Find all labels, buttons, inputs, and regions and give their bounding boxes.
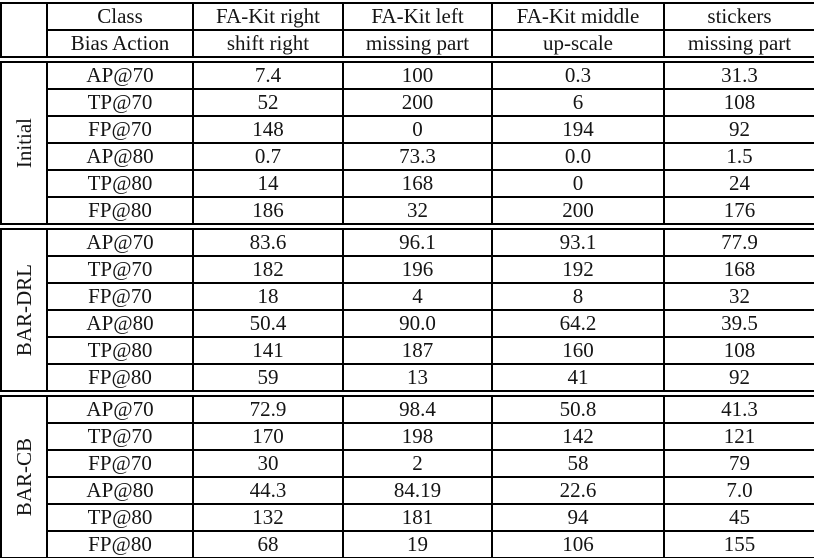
value-cell: 176 — [664, 197, 814, 224]
header-class-col-3: stickers — [664, 3, 814, 30]
table-row — [1, 504, 814, 531]
value-cell: 108 — [664, 89, 814, 116]
corner-empty-cell — [1, 3, 47, 57]
value-cell: 13 — [343, 364, 492, 391]
value-cell: 121 — [664, 423, 814, 450]
value-cell: 160 — [492, 337, 664, 364]
value-cell: 83.6 — [193, 229, 343, 256]
value-cell: 30 — [193, 450, 343, 477]
table-row — [1, 143, 814, 170]
value-cell: 92 — [664, 364, 814, 391]
value-cell: 0.7 — [193, 143, 343, 170]
header-class-col-2: FA-Kit middle — [492, 3, 664, 30]
table-row — [1, 197, 814, 224]
header-bias-label: Bias Action — [47, 30, 193, 57]
group-bar-drl-block — [0, 228, 814, 392]
group-label-cell-bar-drl — [1, 229, 47, 391]
value-cell: 198 — [343, 423, 492, 450]
value-cell: 0 — [492, 170, 664, 197]
table-header-block — [0, 2, 814, 58]
value-cell: 200 — [343, 89, 492, 116]
value-cell: 32 — [343, 197, 492, 224]
value-cell: 142 — [492, 423, 664, 450]
table-row — [1, 396, 814, 423]
value-cell: 92 — [664, 116, 814, 143]
value-cell: 31.3 — [664, 62, 814, 89]
value-cell: 41 — [492, 364, 664, 391]
metric-cell: TP@80 — [47, 170, 193, 197]
table-row — [1, 89, 814, 116]
value-cell: 18 — [193, 283, 343, 310]
value-cell: 77.9 — [664, 229, 814, 256]
value-cell: 50.4 — [193, 310, 343, 337]
value-cell: 168 — [664, 256, 814, 283]
table-row — [1, 229, 814, 256]
header-class-col-1: FA-Kit left — [343, 3, 492, 30]
value-cell: 132 — [193, 504, 343, 531]
value-cell: 0.0 — [492, 143, 664, 170]
value-cell: 93.1 — [492, 229, 664, 256]
value-cell: 64.2 — [492, 310, 664, 337]
header-bias-col-3: missing part — [664, 30, 814, 57]
table-row — [1, 256, 814, 283]
value-cell: 170 — [193, 423, 343, 450]
metric-cell: FP@80 — [47, 364, 193, 391]
metric-cell: AP@70 — [47, 229, 193, 256]
metric-cell: AP@70 — [47, 62, 193, 89]
value-cell: 58 — [492, 450, 664, 477]
value-cell: 59 — [193, 364, 343, 391]
value-cell: 7.4 — [193, 62, 343, 89]
table-row — [1, 310, 814, 337]
metric-cell: TP@80 — [47, 504, 193, 531]
table-row — [1, 531, 814, 558]
value-cell: 1.5 — [664, 143, 814, 170]
metric-cell: TP@70 — [47, 423, 193, 450]
value-cell: 0 — [343, 116, 492, 143]
header-bias-col-1: missing part — [343, 30, 492, 57]
value-cell: 192 — [492, 256, 664, 283]
value-cell: 4 — [343, 283, 492, 310]
value-cell: 45 — [664, 504, 814, 531]
metric-cell: FP@80 — [47, 197, 193, 224]
value-cell: 182 — [193, 256, 343, 283]
value-cell: 50.8 — [492, 396, 664, 423]
group-label-initial: Initial — [11, 117, 36, 169]
table-row — [1, 450, 814, 477]
metric-cell: AP@70 — [47, 396, 193, 423]
metric-cell: FP@80 — [47, 531, 193, 558]
value-cell: 73.3 — [343, 143, 492, 170]
group-label-bar-cb: BAR-CB — [11, 437, 36, 517]
metric-cell: AP@80 — [47, 477, 193, 504]
value-cell: 181 — [343, 504, 492, 531]
value-cell: 186 — [193, 197, 343, 224]
metric-cell: AP@80 — [47, 143, 193, 170]
table-row — [1, 62, 814, 89]
value-cell: 100 — [343, 62, 492, 89]
value-cell: 24 — [664, 170, 814, 197]
value-cell: 200 — [492, 197, 664, 224]
value-cell: 148 — [193, 116, 343, 143]
metric-cell: FP@70 — [47, 283, 193, 310]
header-bias-col-2: up-scale — [492, 30, 664, 57]
value-cell: 68 — [193, 531, 343, 558]
table-row — [1, 283, 814, 310]
value-cell: 194 — [492, 116, 664, 143]
value-cell: 6 — [492, 89, 664, 116]
metric-cell: AP@80 — [47, 310, 193, 337]
value-cell: 19 — [343, 531, 492, 558]
value-cell: 39.5 — [664, 310, 814, 337]
value-cell: 155 — [664, 531, 814, 558]
value-cell: 14 — [193, 170, 343, 197]
group-label-bar-drl: BAR-DRL — [11, 263, 36, 357]
metric-cell: TP@70 — [47, 89, 193, 116]
table-row — [1, 337, 814, 364]
value-cell: 168 — [343, 170, 492, 197]
metric-cell: FP@70 — [47, 116, 193, 143]
header-bias-col-0: shift right — [193, 30, 343, 57]
value-cell: 106 — [492, 531, 664, 558]
header-class-label: Class — [47, 3, 193, 30]
group-initial-block — [0, 61, 814, 225]
value-cell: 90.0 — [343, 310, 492, 337]
value-cell: 141 — [193, 337, 343, 364]
table-row — [1, 170, 814, 197]
value-cell: 0.3 — [492, 62, 664, 89]
value-cell: 72.9 — [193, 396, 343, 423]
value-cell: 22.6 — [492, 477, 664, 504]
value-cell: 96.1 — [343, 229, 492, 256]
value-cell: 196 — [343, 256, 492, 283]
value-cell: 7.0 — [664, 477, 814, 504]
value-cell: 108 — [664, 337, 814, 364]
metric-cell: TP@80 — [47, 337, 193, 364]
value-cell: 32 — [664, 283, 814, 310]
table-row — [1, 477, 814, 504]
value-cell: 187 — [343, 337, 492, 364]
group-bar-cb-block — [0, 395, 814, 558]
group-label-cell-bar-cb — [1, 396, 47, 558]
value-cell: 84.19 — [343, 477, 492, 504]
header-row-bias-action — [1, 30, 814, 57]
value-cell: 94 — [492, 504, 664, 531]
group-label-cell-initial — [1, 62, 47, 224]
header-row-class — [1, 3, 814, 30]
value-cell: 8 — [492, 283, 664, 310]
table-row — [1, 116, 814, 143]
table-row — [1, 423, 814, 450]
value-cell: 44.3 — [193, 477, 343, 504]
value-cell: 41.3 — [664, 396, 814, 423]
table-row — [1, 364, 814, 391]
metric-cell: FP@70 — [47, 450, 193, 477]
value-cell: 52 — [193, 89, 343, 116]
header-class-col-0: FA-Kit right — [193, 3, 343, 30]
value-cell: 79 — [664, 450, 814, 477]
value-cell: 2 — [343, 450, 492, 477]
value-cell: 98.4 — [343, 396, 492, 423]
metric-cell: TP@70 — [47, 256, 193, 283]
